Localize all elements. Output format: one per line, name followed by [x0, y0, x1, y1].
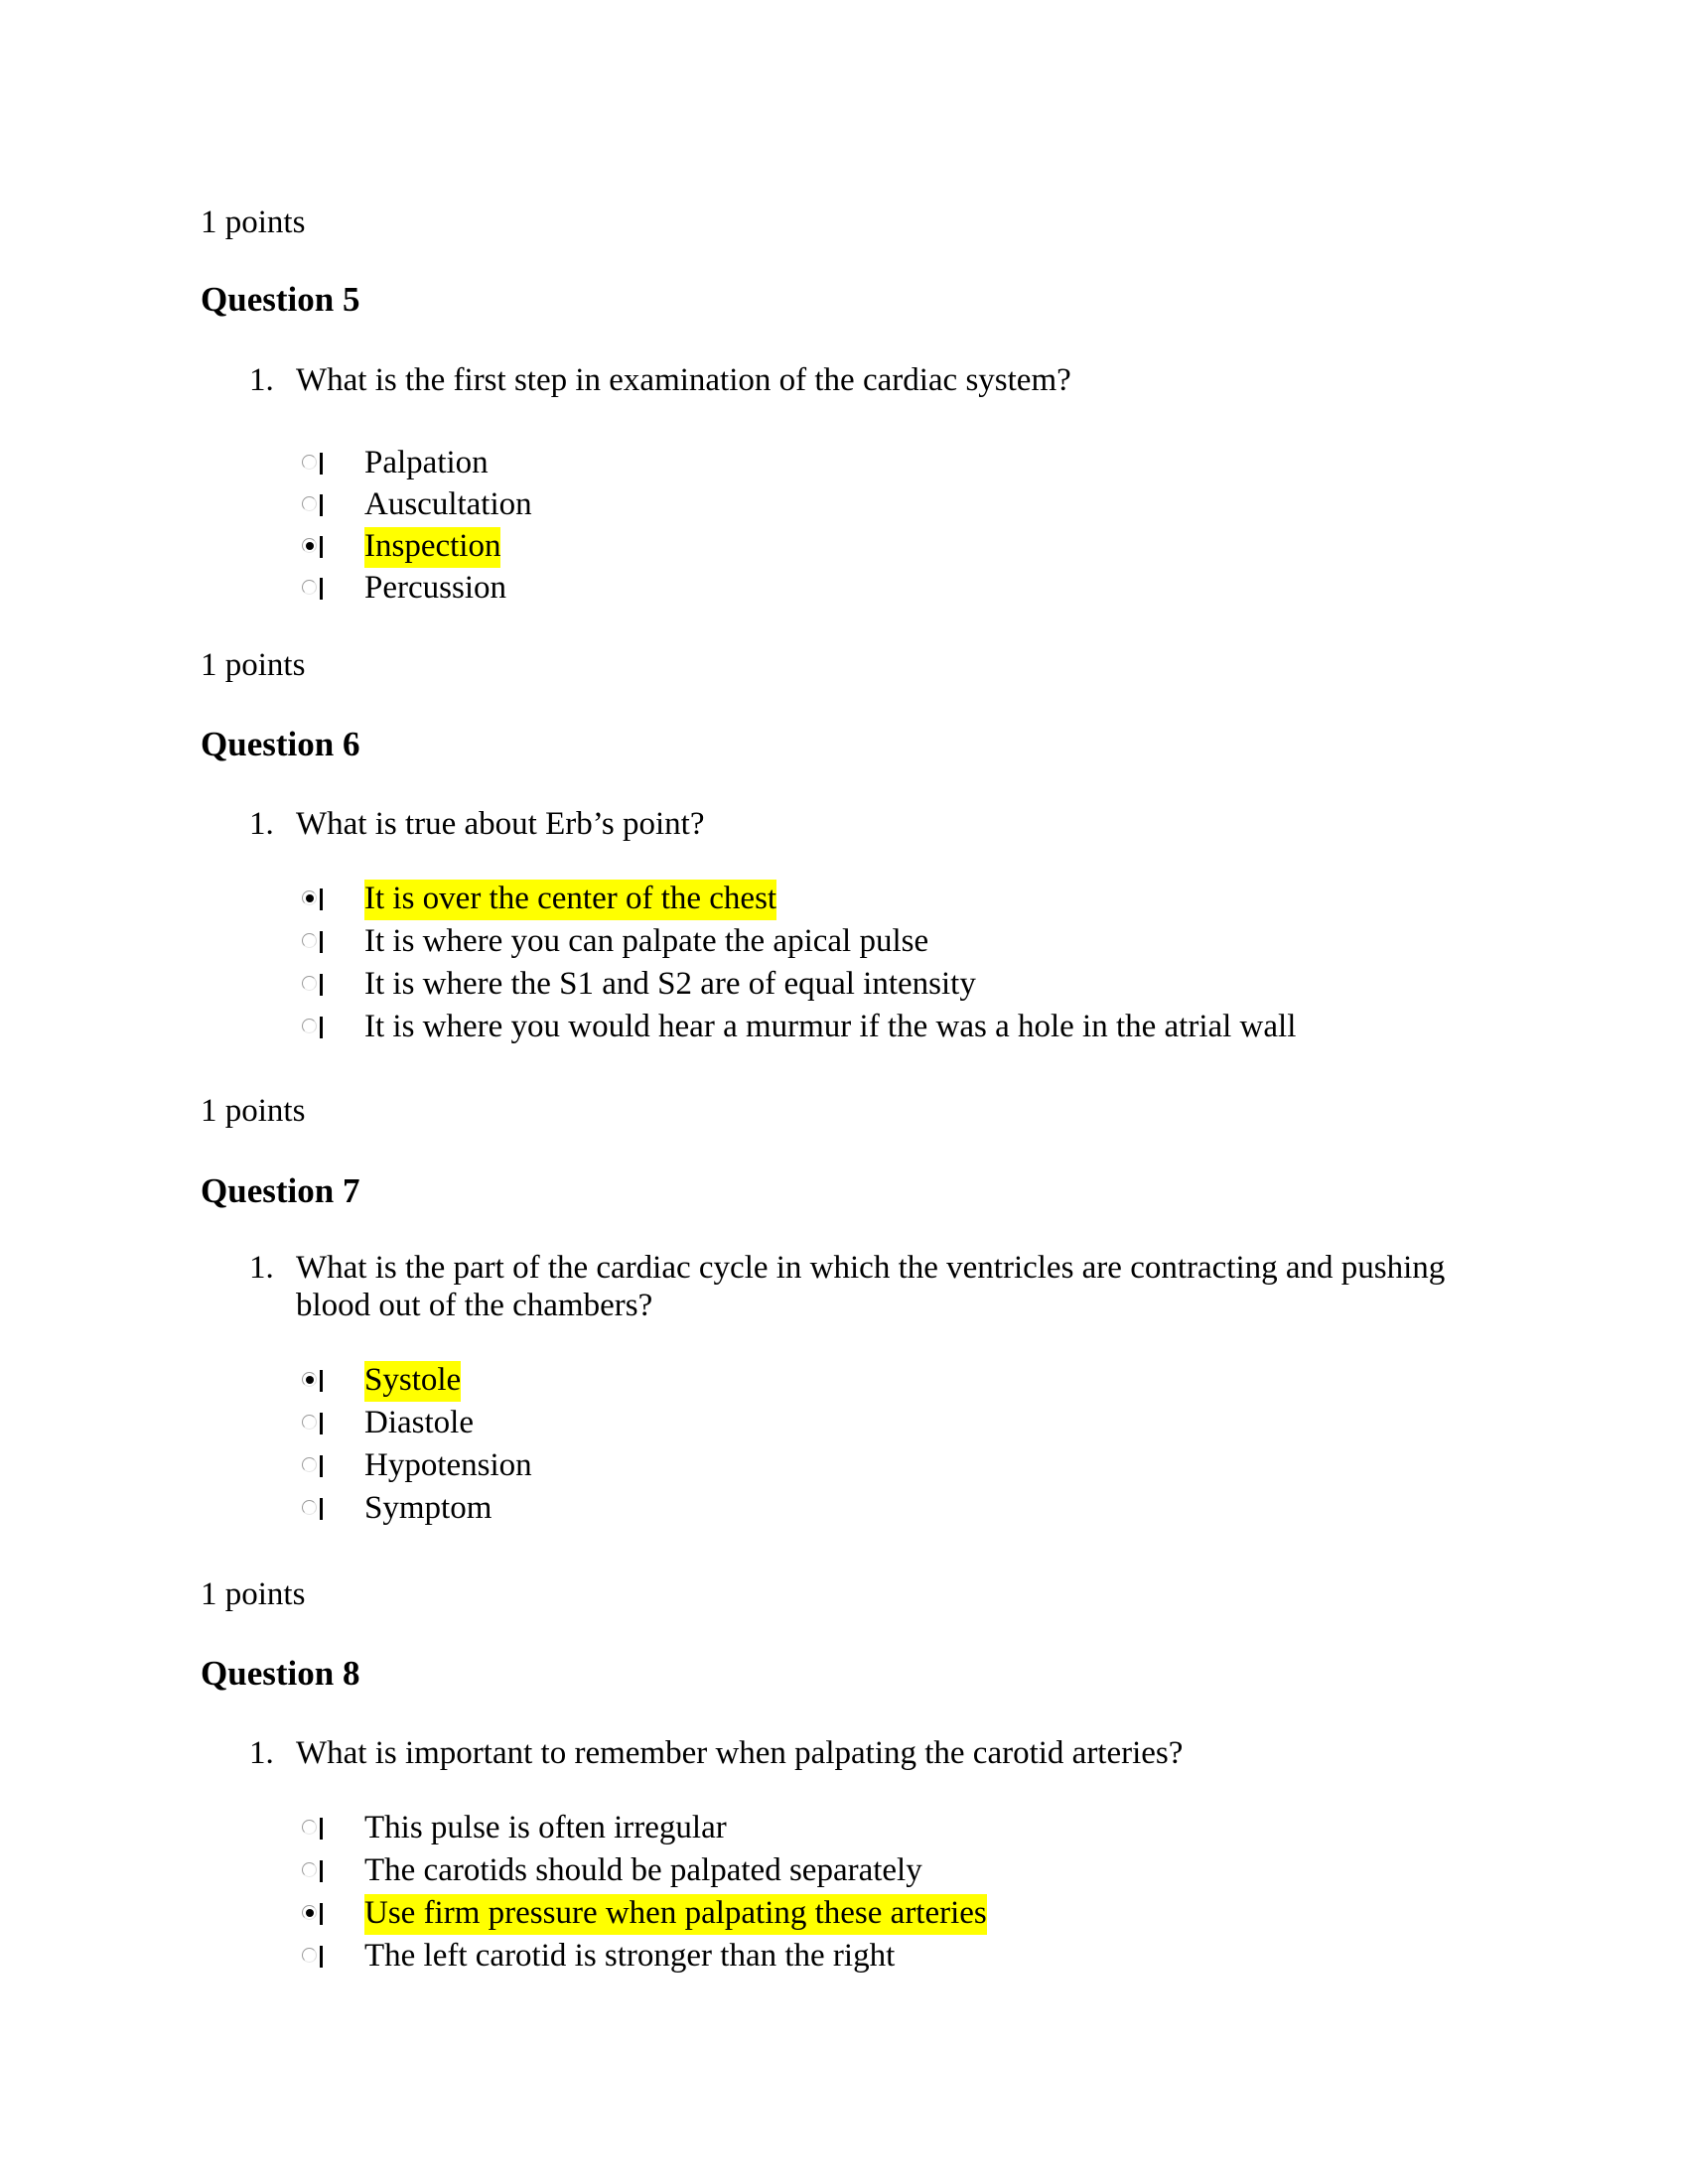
option[interactable]: [302, 1489, 492, 1529]
option-selected[interactable]: [302, 527, 501, 567]
option-label: It is where the S1 and S2 are of equal intensity: [364, 965, 976, 1002]
option-selected[interactable]: [302, 1894, 987, 1934]
option-label: Diastole: [364, 1404, 474, 1440]
option[interactable]: [302, 1851, 922, 1891]
option[interactable]: [302, 1404, 474, 1443]
option-label-highlighted: Use firm pressure when palpating these arteries: [364, 1894, 987, 1935]
option[interactable]: [302, 922, 929, 962]
question-text-line-2: blood out of the chambers?: [296, 1288, 653, 1323]
question-text: What is true about Erb’s point?: [296, 806, 705, 842]
radio-unselected-icon[interactable]: [302, 578, 326, 600]
radio-selected-icon[interactable]: [302, 536, 326, 558]
option[interactable]: [302, 444, 489, 483]
option[interactable]: [302, 569, 506, 609]
radio-unselected-icon[interactable]: [302, 494, 326, 516]
radio-unselected-icon[interactable]: [302, 1818, 326, 1840]
question-title: Question 6: [201, 725, 360, 763]
question-number: 1.: [249, 1250, 274, 1286]
radio-selected-icon[interactable]: [302, 888, 326, 910]
radio-unselected-icon[interactable]: [302, 931, 326, 953]
option[interactable]: [302, 1446, 532, 1486]
option-label: Symptom: [364, 1489, 492, 1526]
option[interactable]: [302, 1008, 1297, 1047]
question-title: Question 7: [201, 1171, 360, 1210]
radio-unselected-icon[interactable]: [302, 453, 326, 475]
option-label: It is where you can palpate the apical pulse: [364, 922, 929, 959]
radio-unselected-icon[interactable]: [302, 1455, 326, 1477]
question-text-line-1: What is the part of the cardiac cycle in which the ventricles are contracting and pushing: [296, 1250, 1446, 1286]
option-selected[interactable]: [302, 880, 777, 919]
points-label: 1 points: [201, 1576, 306, 1612]
option[interactable]: [302, 965, 976, 1005]
radio-unselected-icon[interactable]: [302, 1946, 326, 1968]
points-label: 1 points: [201, 647, 306, 683]
option[interactable]: [302, 1809, 727, 1848]
option-label: It is where you would hear a murmur if the was a hole in the atrial wall: [364, 1008, 1297, 1044]
radio-unselected-icon[interactable]: [302, 1413, 326, 1434]
option[interactable]: [302, 1937, 896, 1977]
question-title: Question 5: [201, 280, 360, 319]
option-label: Percussion: [364, 569, 506, 606]
option-label: Hypotension: [364, 1446, 532, 1483]
option-label: The carotids should be palpated separately: [364, 1851, 922, 1888]
question-text: What is the first step in examination of the cardiac system?: [296, 362, 1071, 398]
radio-unselected-icon[interactable]: [302, 1017, 326, 1038]
question-number: 1.: [249, 362, 274, 398]
question-number: 1.: [249, 806, 274, 842]
points-label: 1 points: [201, 205, 306, 240]
option[interactable]: [302, 485, 532, 525]
option-label-highlighted: Inspection: [364, 527, 500, 568]
radio-selected-icon[interactable]: [302, 1370, 326, 1392]
question-title: Question 8: [201, 1654, 360, 1693]
option-label: Palpation: [364, 444, 489, 480]
question-text: What is important to remember when palpating the carotid arteries?: [296, 1735, 1184, 1771]
radio-unselected-icon[interactable]: [302, 1860, 326, 1882]
option-label-highlighted: Systole: [364, 1361, 461, 1402]
option-label-highlighted: It is over the center of the chest: [364, 880, 776, 920]
option-label: Auscultation: [364, 485, 532, 522]
option-label: This pulse is often irregular: [364, 1809, 727, 1845]
option-selected[interactable]: [302, 1361, 462, 1401]
radio-unselected-icon[interactable]: [302, 1498, 326, 1520]
option-label: The left carotid is stronger than the right: [364, 1937, 896, 1974]
radio-selected-icon[interactable]: [302, 1903, 326, 1925]
question-number: 1.: [249, 1735, 274, 1771]
points-label: 1 points: [201, 1093, 306, 1129]
radio-unselected-icon[interactable]: [302, 974, 326, 996]
